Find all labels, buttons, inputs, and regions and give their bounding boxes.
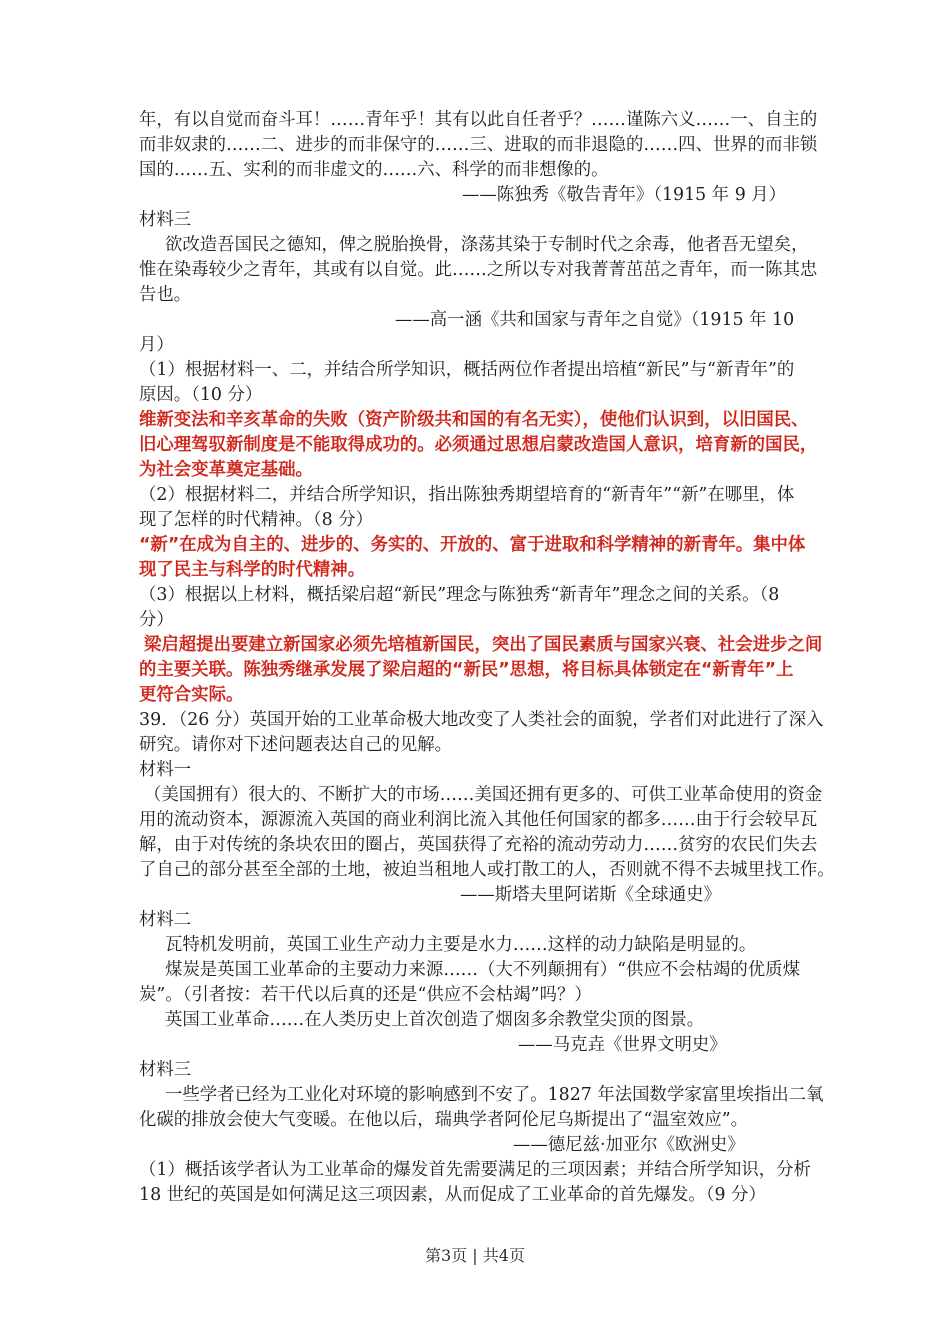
text-line: 现了怎样的时代精神。（8 分） [139, 510, 373, 530]
text-line: 一些学者已经为工业化对环境的影响感到不安了。1827 年法国数学家富里埃指出二氧 [165, 1085, 824, 1105]
text-line: 惟在染毒较少之青年，其或有以自觉。此……之所以专对我菁菁茁茁之青年，而一陈其忠 [139, 260, 818, 280]
text-line: 研究。请你对下述问题表达自己的见解。 [139, 735, 453, 755]
page-footer [0, 1243, 950, 1266]
text-line: 月） [139, 335, 174, 355]
answer-line: “新”在成为自主的、进步的、务实的、开放的、富于进取和科学精神的新青年。集中体 [139, 535, 806, 555]
text-line: 而非奴隶的……二、进步的而非保守的……三、进取的而非退隐的……四、世界的而非锁 [139, 135, 818, 155]
text-line: 煤炭是英国工业革命的主要动力来源……（大不列颠拥有）“供应不会枯竭的优质煤 [165, 960, 800, 980]
text-line: ——高一涵《共和国家与青年之自觉》（1915 年 10 [395, 310, 795, 330]
text-line: （2）根据材料二，并结合所学知识，指出陈独秀期望培育的“新青年”“新”在哪里，体 [139, 485, 795, 505]
text-line: （1）概括该学者认为工业革命的爆发首先需要满足的三项因素；并结合所学知识，分析 [139, 1160, 811, 1180]
text-line: 瓦特机发明前，英国工业生产动力主要是水力……这样的动力缺陷是明显的。 [165, 935, 757, 955]
answer-line: 旧心理驾驭新制度是不能取得成功的。必须通过思想启蒙改造国人意识，培育新的国民， [139, 435, 818, 455]
text-line: 告也。 [139, 285, 192, 305]
text-line: 分） [139, 610, 174, 630]
answer-line: 的主要关联。陈独秀继承发展了梁启超的“新民”思想，将目标具体锁定在“新青年”上 [139, 660, 794, 680]
text-line: 材料三 [139, 1060, 192, 1080]
text-line: （美国拥有）很大的、不断扩大的市场……美国还拥有更多的、可供工业革命使用的资金 [144, 785, 823, 805]
text-line: 用的流动资本，源源流入英国的商业利润比流入其他任何国家的都多……由于行会较早瓦 [139, 810, 818, 830]
text-line: 欲改造吾国民之德知，俾之脱胎换骨，涤荡其染于专制时代之余毒，他者吾无望矣， [165, 235, 809, 255]
text-line: 材料二 [139, 910, 192, 930]
text-line: 原因。（10 分） [139, 385, 263, 405]
text-line: 解，由于对传统的条块农田的圈占，英国获得了充裕的流动劳动力……贫穷的农民们失去 [139, 835, 818, 855]
answer-line: 梁启超提出要建立新国家必须先培植新国民，突出了国民素质与国家兴衰、社会进步之间 [144, 635, 823, 655]
text-line: 国的……五、实利的而非虚文的……六、科学的而非想像的。 [139, 160, 609, 180]
text-line: 材料一 [139, 760, 192, 780]
text-line: ——斯塔夫里阿诺斯《全球通史》 [460, 885, 721, 905]
answer-line: 维新变法和辛亥革命的失败（资产阶级共和国的有名无实），使他们认识到，以旧国民、 [139, 410, 809, 430]
text-line: 年，有以自觉而奋斗耳！……青年乎！其有以此自任者乎？……谨陈六义……一、自主的 [139, 110, 818, 130]
text-line: 39．（26 分）英国开始的工业革命极大地改变了人类社会的面貌，学者们对此进行了深入 [139, 710, 824, 730]
text-line: ——马克垚《世界文明史》 [518, 1035, 727, 1055]
text-line: ——陈独秀《敬告青年》（1915 年 9 月） [462, 185, 787, 205]
exam-text-content [139, 108, 844, 1208]
text-line: 18 世纪的英国是如何满足这三项因素，从而促成了工业革命的首先爆发。（9 分） [139, 1185, 766, 1205]
text-line: （1）根据材料一、二，并结合所学知识，概括两位作者提出培植“新民”与“新青年”的 [139, 360, 795, 380]
text-line: ——德尼兹·加亚尔《欧洲史》 [513, 1135, 745, 1155]
text-line: 化碳的排放会使大气变暖。在他以后，瑞典学者阿伦尼乌斯提出了“温室效应”。 [139, 1110, 749, 1130]
answer-line: 更符合实际。 [139, 685, 244, 705]
text-line: 材料三 [139, 210, 192, 230]
text-line: 英国工业革命……在人类历史上首次创造了烟囱多余教堂尖顶的图景。 [165, 1010, 705, 1030]
text-line: （3）根据以上材料，概括梁启超“新民”理念与陈独秀“新青年”理念之间的关系。（8 [139, 585, 780, 605]
page-number: 第3页 | 共4页 [425, 1246, 525, 1265]
answer-line: 现了民主与科学的时代精神。 [139, 560, 366, 580]
text-line: 了自己的部分甚至全部的土地，被迫当租地人或打散工的人，否则就不得不去城里找工作。 [139, 860, 835, 880]
text-line: 炭”。（引者按：若干代以后真的还是“供应不会枯竭”吗？） [139, 985, 592, 1005]
answer-line: 为社会变革奠定基础。 [139, 460, 313, 480]
